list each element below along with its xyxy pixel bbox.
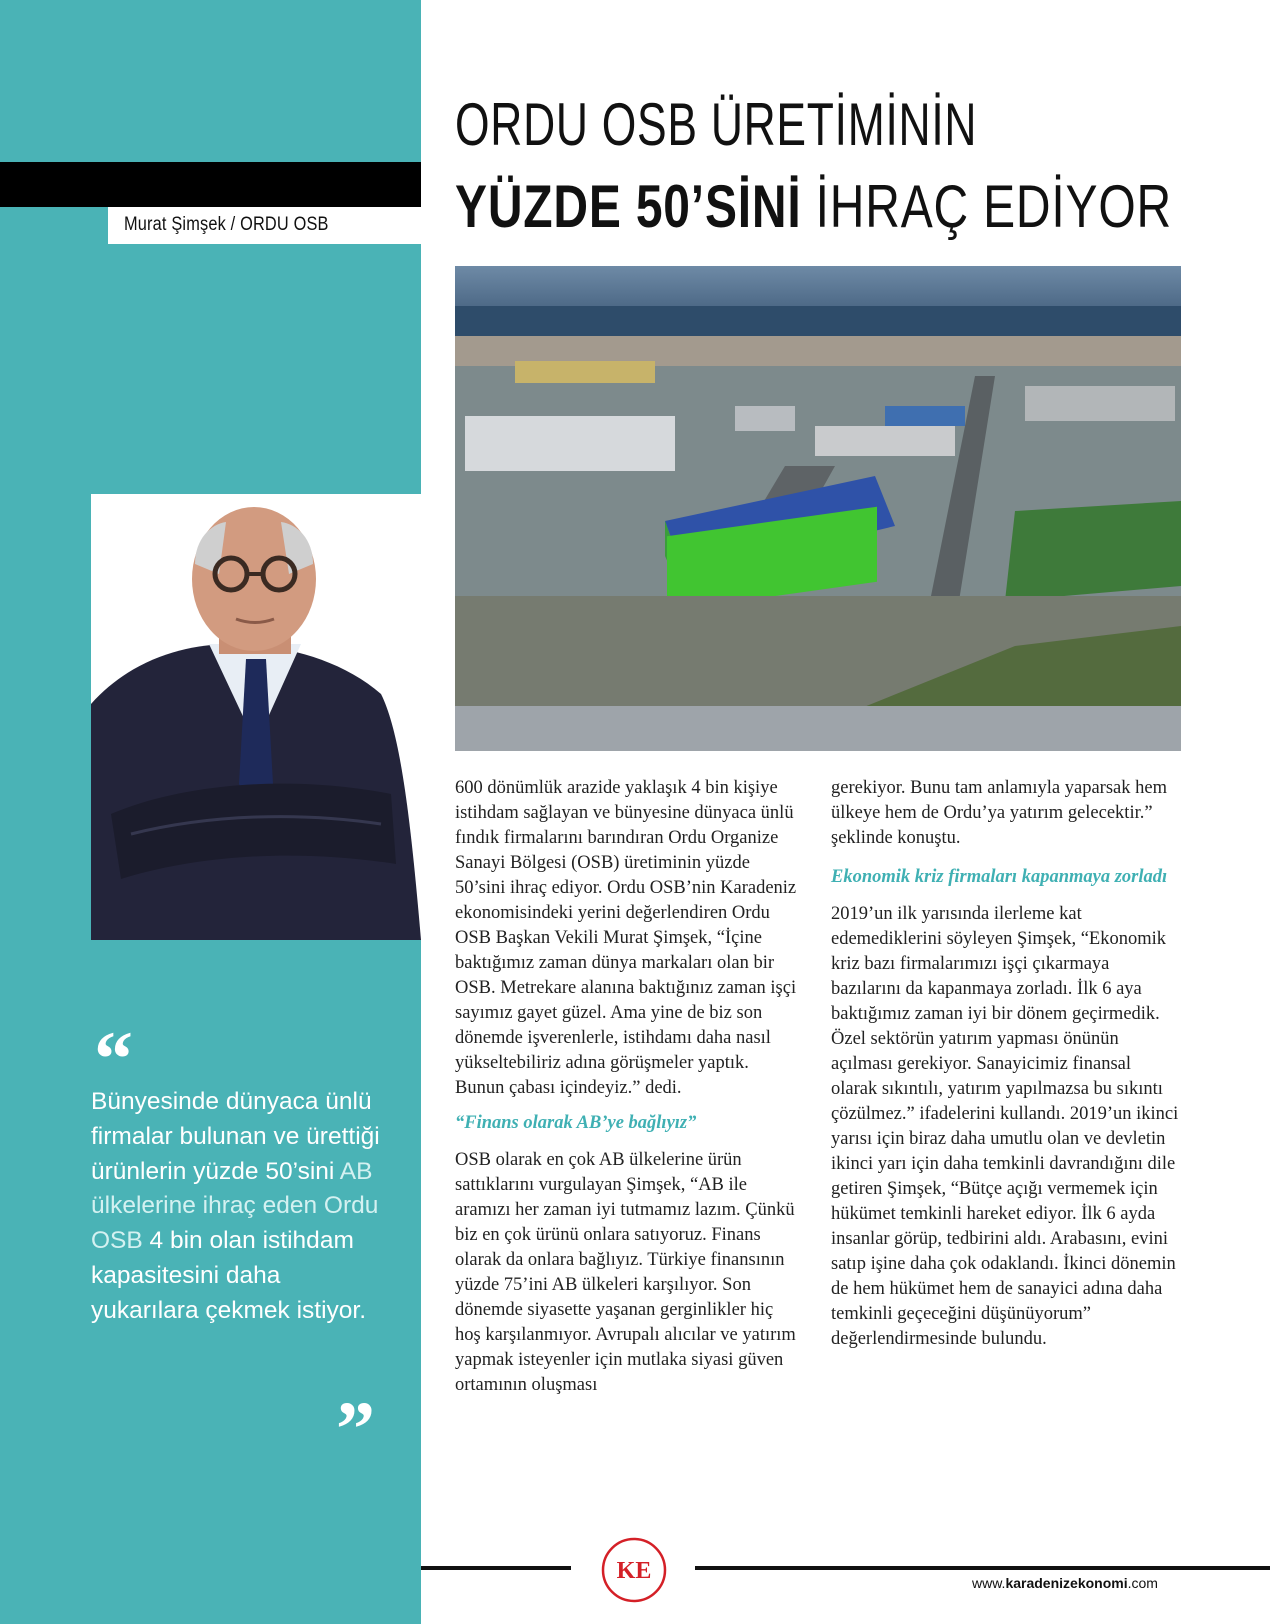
- author-byline: Murat Şimşek / ORDU OSB: [124, 214, 329, 235]
- article-paragraph: 600 dönümlük arazide yaklaşık 4 bin kişiye istihdam sağlayan ve bünyesine dünyaca ünlü fındık firmalarını barındıran Ordu Organize Sanayi Bölgesi (OSB) üretiminin yüzde 50’sini ihraç ediyor. Ordu OSB’nin Karadeniz ekonomisindeki yerini değerlendiren Ordu OSB Başkan Vekili Murat Şimşek, “İçine baktığımız zaman dünya markaları olan bir OSB. Metrekare alanına baktığınız zaman işçi sayımız gayet güzel. Ama yine de biz son dönemde işverenlerle, istihdamı daha nasıl yükseltebiliriz adına görüşmeler yaptık. Bunun çabası içindeyiz.” dedi.: [455, 778, 797, 1098]
- ke-logo-icon: [600, 1536, 668, 1604]
- pull-quote-highlight: AB ülkelerine ihraç eden Ordu OSB: [91, 1157, 379, 1255]
- article-paragraph: OSB olarak en çok AB ülkelerine ürün sattıklarını vurgulayan Şimşek, “AB ile aramızı her zaman iyi tutmamız lazım. Çünkü biz en çok ürünü onlara satıyoruz. Finans olarak da onlara bağlıyız. Türkiye finansının yüzde 75’ini AB ülkeleri karşılıyor. Son dönemde siyasette yaşanan gerginlikler hiç hoş karşılanmıyor. Avrupalı alıcılar ve yatırım yapmak isteyenler için mutlaka siyasi güven ortamının oluşması: [455, 1150, 796, 1395]
- aerial-photo: [455, 266, 1181, 751]
- article-column-2: [831, 776, 1181, 1352]
- pull-quote: [91, 1085, 391, 1329]
- article-paragraph: 2019’un ilk yarısında ilerleme kat edemediklerini söyleyen Şimşek, “Ekonomik kriz bazı firmalarımızı işçi çıkarmaya bazılarını da kapanmaya zorladı. İlk 6 aya baktığımız zaman iyi bir dönem geçirmedik. Özel sektörün yatırım yapması önünün açılması gerekiyor. Sanayicimiz finansal olarak sıkıntılı, yatırım yapılmazsa bu sıkıntı çözülmez.” ifadelerini kullandı. 2019’un ikinci yarısı için biraz daha umutlu olan ve devletin ikinci yarı için daha temkinli davrandığını dile getiren Şimşek, “Bütçe açığı vermemek için hükümet temkinli hareket ediyor. İlk 6 ayda insanlar görüp, tedbirini aldı. Arabasını, evini satıp işine daha çok odaklandı. İkinci dönemin de hem hükümet hem de sanayici adına daha temkinli geçeceğini düşünüyorum” değerlendirmesinde bulundu.: [831, 904, 1179, 1349]
- logo-text: KE: [616, 1558, 652, 1584]
- article-subheading: Ekonomik kriz firmaları kapanmaya zorladı: [831, 867, 1168, 887]
- website-url-suffix: .com: [1127, 1575, 1158, 1591]
- quote-close-mark: ”: [336, 1385, 375, 1472]
- portrait-illustration: [91, 494, 421, 940]
- footer-rule-right: [695, 1566, 1270, 1570]
- article-subheading: “Finans olarak AB’ye bağlıyız”: [455, 1113, 697, 1133]
- website-url[interactable]: [972, 1575, 1158, 1591]
- pull-quote-part1: Bünyesinde dünyaca ünlü firmalar bulunan ve ürettiği ürünlerin yüzde 50’sini: [91, 1088, 380, 1185]
- headline-line2: [455, 172, 1172, 241]
- aerial-photo-illustration: [455, 266, 1181, 751]
- pull-quote-part2: 4 bin olan istihdam kapasitesini daha yukarılara çekmek istiyor.: [91, 1227, 367, 1324]
- article-column-1: [455, 776, 800, 1398]
- headline-line2-bold: YÜZDE 50’SİNİ: [455, 173, 802, 240]
- article-paragraph: gerekiyor. Bunu tam anlamıyla yaparsak hem ülkeye hem de Ordu’ya yatırım gelecektir.” şeklinde konuştu.: [831, 778, 1167, 848]
- website-url-prefix: www.: [972, 1575, 1006, 1591]
- author-portrait: [91, 494, 421, 940]
- footer-rule-left: [421, 1566, 571, 1570]
- header-black-bar: [0, 162, 421, 207]
- website-url-bold: karadenizekonomi: [1005, 1575, 1128, 1591]
- headline-line1: ORDU OSB ÜRETİMİNİN: [455, 91, 978, 158]
- quote-open-mark: “: [94, 1015, 133, 1102]
- headline-line2-rest: İHRAÇ EDİYOR: [815, 173, 1172, 240]
